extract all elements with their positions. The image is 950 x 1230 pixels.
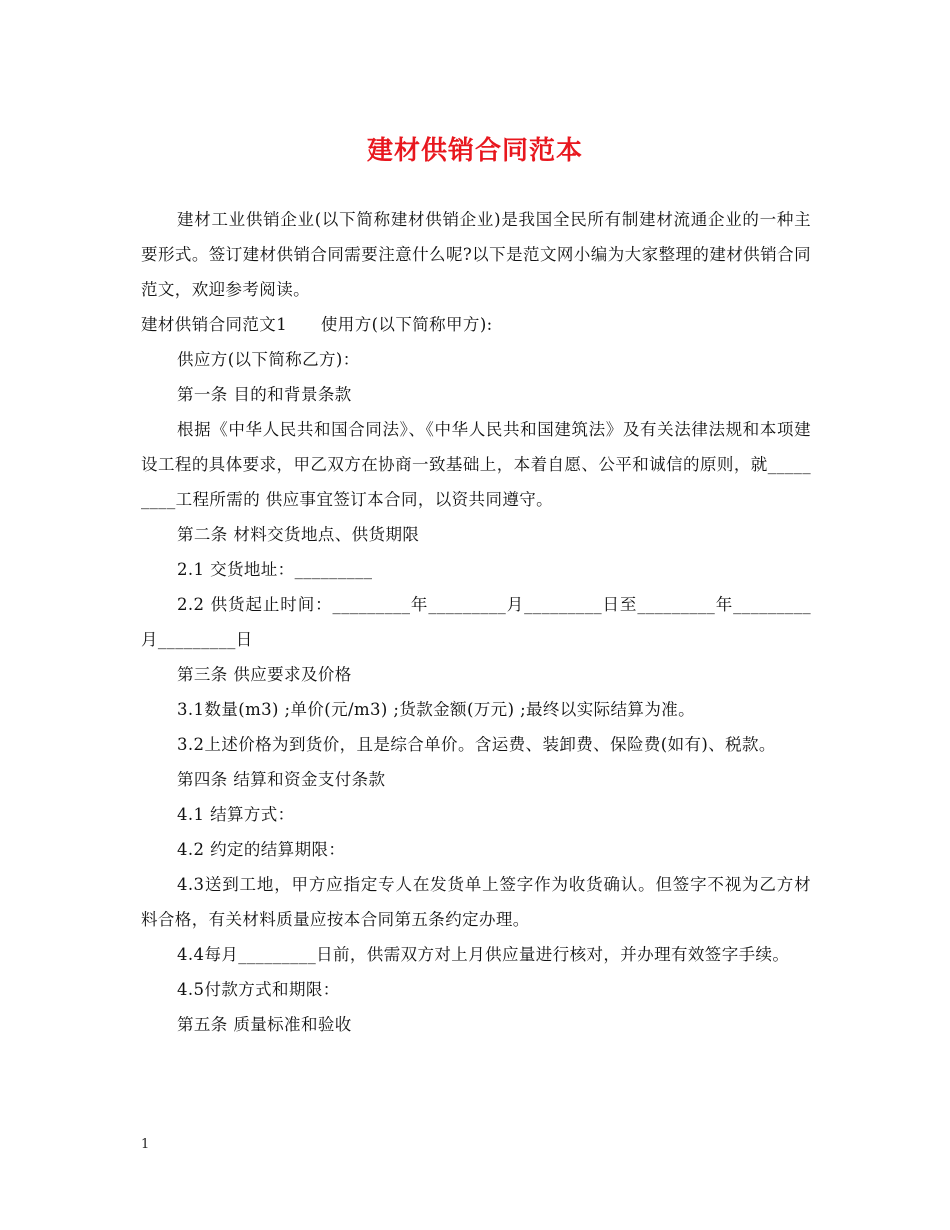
clause-4-1: 4.1 结算方式： — [177, 805, 295, 824]
clause-2-2: 2.2 供货起止时间：_________年_________月_________日至_________年_________月_________日 — [141, 595, 811, 649]
page-number: 1 — [141, 1137, 150, 1152]
document-body — [141, 202, 811, 1042]
article-1-paragraph: 根据《中华人民共和国合同法》、《中华人民共和国建筑法》及有关法律法规和本项建设工程的具体要求，甲乙双方在协商一致基础上，本着自愿、公平和诚信的原则，就_________工程所需的 供应事宜签订本合同，以资共同遵守。 — [141, 420, 811, 509]
article-1-heading: 第一条 目的和背景条款 — [177, 385, 352, 404]
clause-3-1: 3.1数量(m3) ;单价(元/m3) ;货款金额(万元) ;最终以实际结算为准。 — [177, 700, 696, 719]
clause-4-5: 4.5付款方式和期限： — [177, 980, 340, 999]
clause-2-1: 2.1 交货地址：_________ — [177, 560, 373, 579]
clause-3-2: 3.2上述价格为到货价，且是综合单价。含运费、装卸费、保险费(如有)、税款。 — [177, 735, 776, 754]
article-4-heading: 第四条 结算和资金支付条款 — [177, 770, 386, 789]
supplier-paragraph: 供应方(以下简称乙方)： — [177, 350, 360, 369]
clause-4-4: 4.4每月_________日前，供需双方对上月供应量进行核对，并办理有效签字手续。 — [177, 945, 790, 964]
contract-heading-paragraph: 建材供销合同范文1 使用方(以下简称甲方): — [141, 315, 493, 334]
article-5-heading: 第五条 质量标准和验收 — [177, 1015, 352, 1034]
article-2-heading: 第二条 材料交货地点、供货期限 — [177, 525, 420, 544]
clause-4-3: 4.3送到工地，甲方应指定专人在发货单上签字作为收货确认。但签字不视为乙方材料合格，有关材料质量应按本合同第五条约定办理。 — [141, 875, 811, 929]
article-3-heading: 第三条 供应要求及价格 — [177, 665, 352, 684]
clause-4-2: 4.2 约定的结算期限： — [177, 840, 346, 859]
intro-paragraph: 建材工业供销企业(以下简称建材供销企业)是我国全民所有制建材流通企业的一种主要形式。签订建材供销合同需要注意什么呢?以下是范文网小编为大家整理的建材供销合同范文，欢迎参考阅读。 — [141, 210, 811, 299]
document-title: 建材供销合同范本 — [366, 136, 583, 166]
